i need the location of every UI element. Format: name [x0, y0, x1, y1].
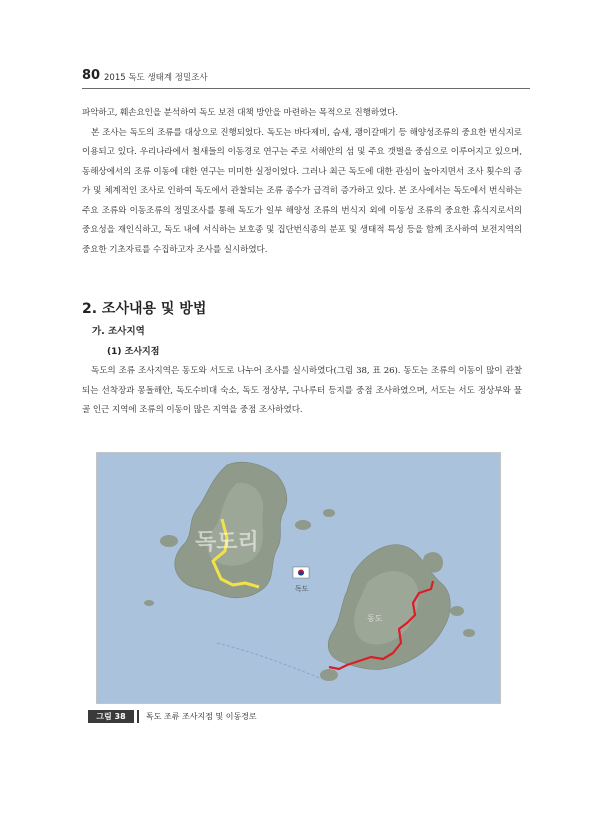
- caption-divider: [137, 710, 139, 723]
- section-heading: 2. 조사내용 및 방법: [82, 301, 207, 317]
- islet: [144, 600, 154, 606]
- islet: [323, 509, 335, 517]
- dokdo-map: [97, 453, 500, 703]
- west-island-name: 독도리: [195, 530, 259, 555]
- section-paragraph: 독도의 조류 조사지역은 동도와 서도로 나누어 조사를 실시하였다(그림 38, 표 26). 동도는 조류의 이동이 많이 관찰되는 선착장과 몽돌해안, 독도수비대 숙소, 독도 정상부, 구나루터 등지를 중점 조사하였으며, 서도는 서도 정상부와 물골 인근 지역에 조류의 이동이 많은 지역을 중점 조사하였다.: [82, 366, 522, 415]
- dokdo-map-figure: [96, 452, 501, 704]
- intro-paragraph: 본 조사는 독도의 조류를 대상으로 진행되었다. 독도는 바다제비, 슴새, 괭이갈매기 등 해양성조류의 중요한 번식지로 이용되고 있다. 우리나라에서 철새들의 이동경로 연구는 주로 서해안의 섬 및 주요 갯벌을 중심으로 이루어지고 있으며, 동해상에서의 조류 이동에 대한 연구는 미미한 실정이었다. 그러나 최근 독도에 대한 관심이 높아지면서 조사 횟수의 증가 및 체계적인 조사로 인하여 독도에서 관찰되는 조류 종수가 급격히 증가하고 있다. 본 조사에서는 독도에서 번식하는 주요 조류와 이동조류의 정밀조사를 통해 독도가 일부 해양성 조류의 번식지 외에 이동성 조류의 중요한 휴식지로서의 중요성을 재인식하고, 독도 내에 서식하는 보호종 및 집단번식종의 분포 및 생태적 특성 등을 함께 조사하여 보전지역의 중요한 기초자료를 수집하고자 조사를 실시하였다.: [82, 127, 522, 255]
- page-header: [82, 70, 522, 86]
- islet: [160, 535, 178, 547]
- korea-flag-marker: [293, 567, 309, 578]
- islet: [463, 629, 475, 637]
- figure-caption-text: 독도 조류 조사지점 및 이동경로: [146, 712, 257, 721]
- east-island-name: 동도: [367, 614, 383, 623]
- intro-first-line: 파악하고, 훼손요인을 분석하여 독도 보전 대책 방안을 마련하는 목적으로 진행하였다.: [82, 108, 399, 118]
- dokdo-center-label: 독도: [295, 585, 309, 593]
- islet: [450, 606, 464, 616]
- subsection-heading: 가. 조사지역: [92, 326, 145, 337]
- islet: [295, 520, 311, 530]
- subsubsection-heading: (1) 조사지점: [107, 347, 160, 357]
- figure-label: 그림 38: [88, 710, 134, 723]
- running-title: 2015 독도 생태계 정밀조사: [104, 73, 208, 83]
- page-number: 80: [82, 68, 101, 83]
- section-text: [82, 362, 522, 421]
- islet: [320, 669, 338, 681]
- intro-text: [82, 104, 522, 260]
- header-rule: [82, 88, 530, 89]
